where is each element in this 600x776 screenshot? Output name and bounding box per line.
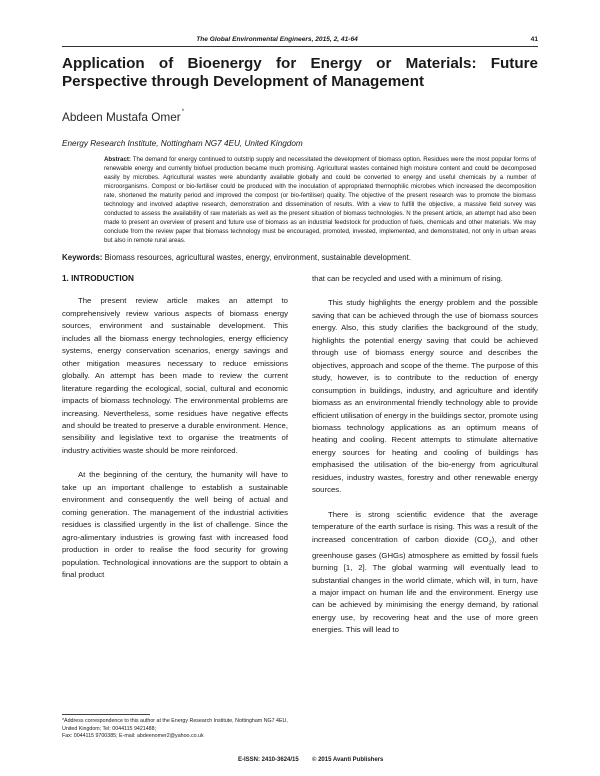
keywords-text: Biomass resources, agricultural wastes, energy, environment, sustainable development.: [104, 253, 411, 262]
paragraph: At the beginning of the century, the humanity will have to take up an important challenge to establish a sustainable environment and consequently the well being of actual and coming generation. The management of the industrial activities residues is classified urgently in the list of challenge. Since the agro-alimentary industries is growing fast with increased food production in order to realise the food security for growing population. Technological innovations are the support to obtain a final product: [62, 470, 288, 579]
journal-citation: The Global Environmental Engineers, 2015, 2, 41-64: [196, 36, 358, 43]
abstract-text: The demand for energy continued to outstrip supply and necessitated the development of biomass option. Residues were the most popular forms of renewable energy and currently biofuel production became much promising. Agricultural wastes contained high moisture content and could be decomposed easily by microbes. Agricultural wastes were abundantly available globally and could be converted to energy and useful chemicals by a number of microorganisms. Compost or bio-fertiliser could be produced with the inoculation of appropriated thermophilic microbes which increased the decomposition rate, shortened the maturity period and improved the compost (or bio-fertiliser) quality. The objective of the present research was to promote the biomass technology and involved adaptive research, demonstration and dissemination of results. With a view to fulfill the objective, a massive field survey was conducted to assess the availability of raw materials as well as the present situation of biomass technologies. N the present article, an attempt had also been made to present an overview of present and future use of biomass as an industrial feedstock for production of fuels, chemicals and other materials. We may conclude from the review paper that biomass technology must be encouraged, promoted, invested, implemented, and demonstrated, not only in urban areas but also in remote rural areas.: [104, 156, 536, 245]
paragraph: [312, 509, 538, 637]
header-divider: [62, 46, 538, 47]
body-column-right: [312, 273, 538, 649]
article-title: Application of Bioenergy for Energy or Materials: Future Perspective through Development of Management: [62, 55, 538, 90]
publisher-copyright: © 2015 Avanti Publishers: [312, 757, 384, 763]
page-number: 41: [530, 36, 538, 43]
paragraph-continued: that can be recycled and used with a minimum of rising.: [312, 274, 503, 283]
section-heading-introduction: 1. INTRODUCTION: [62, 274, 134, 283]
paragraph-text: ), and other greenhouse gases (GHGs) atmosphere as emitted by fossil fuels burning [1, 2]. The global warming will eventually lead to substantial changes in the world climate, which will, in turn, have a major impact on human life and the environment. Energy use can be achieved by minimising the energy demand, by rational energy use, by recovering heat and the use of more green energies. This will lead to: [312, 534, 538, 635]
issn: E-ISSN: 2410-3624/15: [238, 757, 299, 763]
author-affiliation: Energy Research Institute, Nottingham NG7 4EU, United Kingdom: [62, 139, 303, 148]
correspondence-footnote: [62, 718, 292, 741]
footnote-line: Fax: 0044115 9700385; E-mail: abdeenomer2@yahoo.co.uk: [62, 733, 204, 740]
author-name: [62, 109, 184, 124]
footnote-divider: [62, 714, 150, 715]
abstract-label: Abstract:: [104, 156, 131, 163]
paragraph-text: There is strong scientific evidence that the average temperature of the earth surface is rising. This was a result of the increased concentration of carbon dioxide (CO: [312, 509, 538, 544]
keywords-label: Keywords:: [62, 253, 103, 262]
paragraph: The present review article makes an attempt to comprehensively review various aspects of biomass energy sources, environment and sustainable development. This includes all the biomass energy technologies, energy efficiency systems, energy conservation scenarios, energy savings and other mitigation measures necessary to reduce emissions globally. An attempt has been made to review the current literature regarding the ecological, social, cultural and economic impacts of biomass technology. The environmental problems are increasing. Nevertheless, some residues have negative effects and should be treated to preserve a durable environment. Hence, sensibility and legislative text to organise the treatments of industry activities waste should be more reinforced.: [62, 296, 288, 455]
subscript: 2: [488, 540, 492, 547]
body-column-left: [62, 273, 288, 593]
abstract: [104, 155, 536, 245]
author-footnote-mark: *: [181, 109, 185, 115]
author-name-text: Abdeen Mustafa Omer: [62, 110, 181, 124]
footnote-line: *Address correspondence to this author at the Energy Research Institute, Nottingham NG7 4EU, United Kingdom; Tel: 0044115 9421488;: [62, 718, 288, 732]
keywords: [62, 253, 538, 262]
paragraph: This study highlights the energy problem and the possible saving that can be achieved through the use of biomass sources energy. Also, this study clarifies the background of the study, highlights the potential energy saving that could be achieved through use of biomass energy source and describes the objectives, approach and scope of the theme. The purpose of this study, however, is to contribute to the reduction of energy consumption in buildings, industry, and agriculture and identify biomass as an environmental friendly technology able to provide efficient utilisation of energy in the buildings sector, promote using biomass technology applications as an optimum means of heating and cooling. Recent attempts to stimulate alternative energy sources for heating and cooling of buildings has emphasised the utilisation of the bio-energy from agricultural residues, industry wastes, forestry and other renewable energy sources.: [312, 298, 538, 495]
